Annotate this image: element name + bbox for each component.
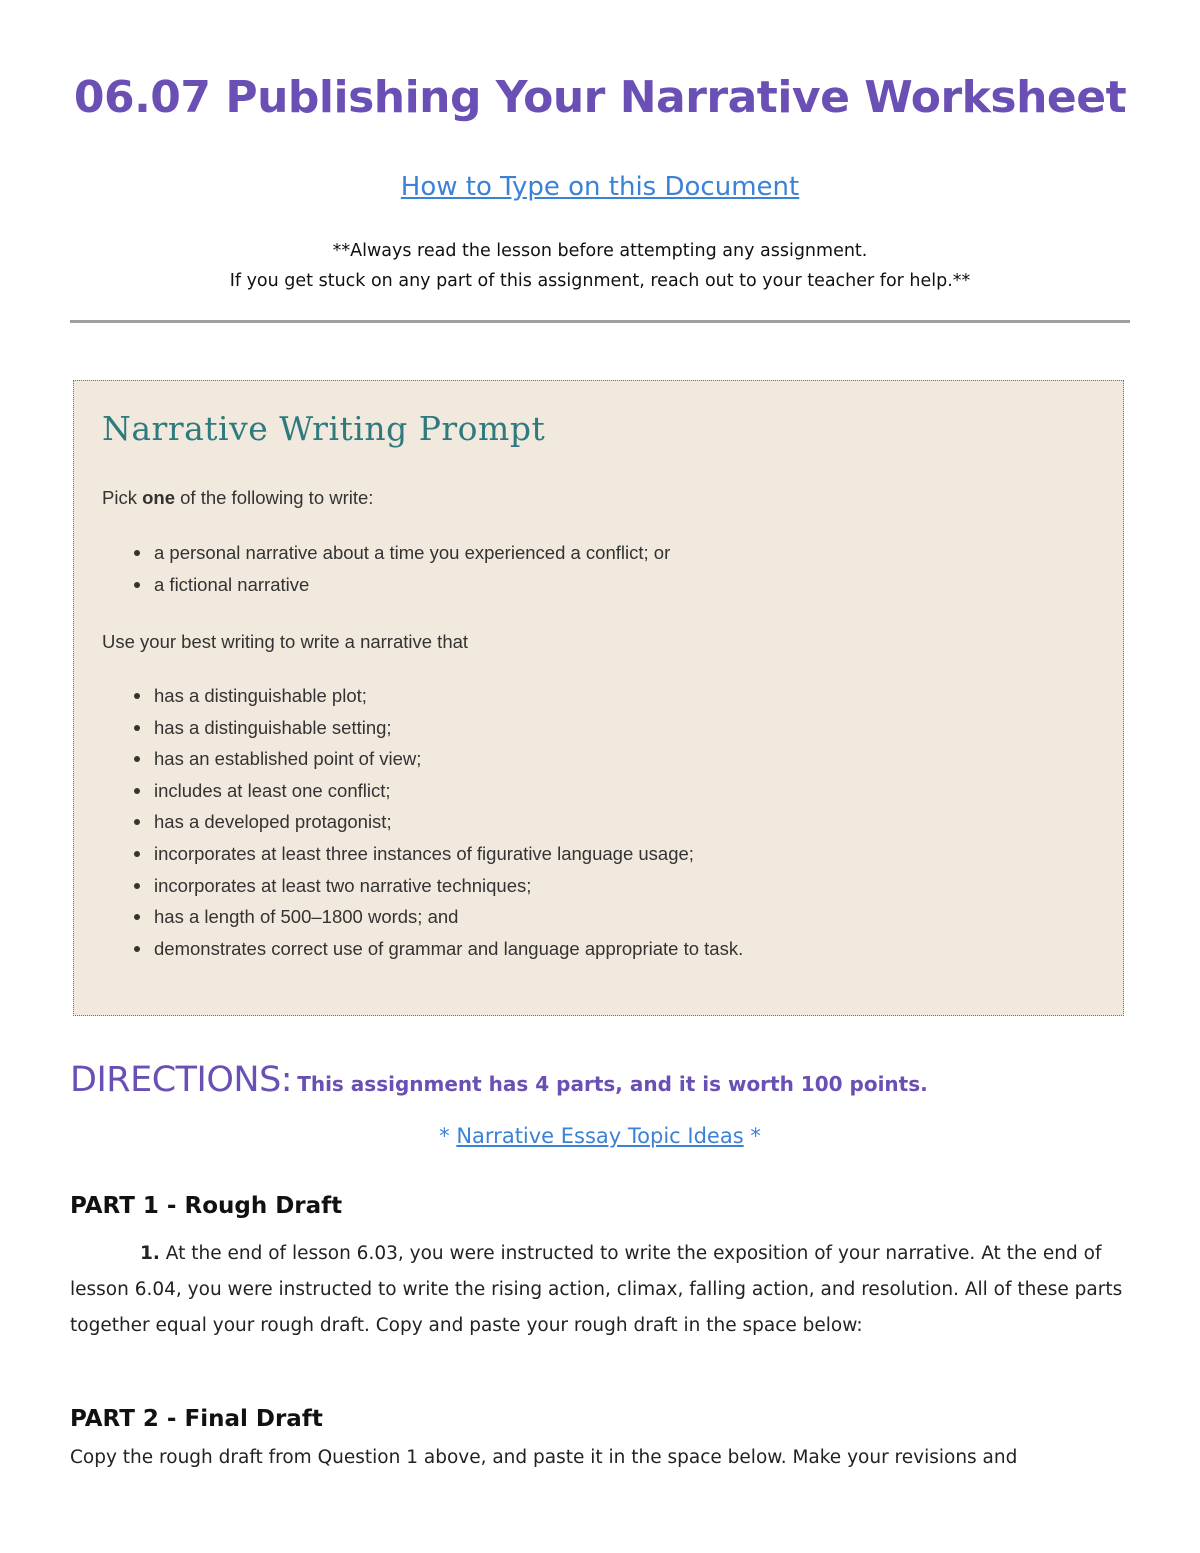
pick-instruction bbox=[102, 487, 373, 509]
how-to-type-link[interactable]: How to Type on this Document bbox=[400, 172, 800, 202]
directions-heading bbox=[70, 1060, 928, 1100]
directions-label: DIRECTIONS: bbox=[70, 1060, 293, 1100]
topic-ideas-line bbox=[0, 1124, 1200, 1148]
lesson-note-line-2: If you get stuck on any part of this assignment, reach out to your teacher for help.** bbox=[229, 271, 971, 291]
horizontal-divider bbox=[70, 320, 1130, 323]
pick-emphasis: one bbox=[142, 487, 175, 508]
lesson-note-line-1: **Always read the lesson before attempting any assignment. bbox=[332, 241, 868, 261]
part2-instructions: Copy the rough draft from Question 1 above, and paste it in the space below. Make your revisions and bbox=[70, 1447, 1018, 1468]
list-item: demonstrates correct use of grammar and language appropriate to task. bbox=[102, 933, 743, 965]
page-title: 06.07 Publishing Your Narrative Worksheet bbox=[73, 72, 1127, 123]
list-item: includes at least one conflict; bbox=[102, 775, 743, 807]
lesson-note bbox=[0, 236, 1200, 296]
writing-prompt-box bbox=[73, 380, 1124, 1016]
topic-star-right: * bbox=[743, 1124, 761, 1148]
prompt-title: Narrative Writing Prompt bbox=[102, 409, 546, 448]
directions-text: This assignment has 4 parts, and it is worth 100 points. bbox=[297, 1072, 928, 1096]
list-item: a fictional narrative bbox=[102, 569, 670, 601]
list-item: has a distinguishable setting; bbox=[102, 712, 743, 744]
list-item: has a length of 500–1800 words; and bbox=[102, 901, 743, 933]
part1-question bbox=[70, 1236, 1130, 1344]
list-item: a personal narrative about a time you experienced a conflict; or bbox=[102, 537, 670, 569]
use-instruction: Use your best writing to write a narrative that bbox=[102, 631, 469, 652]
list-item: has an established point of view; bbox=[102, 743, 743, 775]
part1-question-text: At the end of lesson 6.03, you were instructed to write the exposition of your narrative. At the end of lesson 6.04, you were instructed to write the rising action, climax, falling action, and resolution. All of these parts together equal your rough draft. Copy and paste your rough draft in the space below: bbox=[70, 1243, 1123, 1336]
part2-heading: PART 2 - Final Draft bbox=[70, 1406, 323, 1432]
narrative-choice-list bbox=[102, 537, 670, 600]
list-item: incorporates at least two narrative techniques; bbox=[102, 870, 743, 902]
topic-star-left: * bbox=[439, 1124, 457, 1148]
list-item: incorporates at least three instances of figurative language usage; bbox=[102, 838, 743, 870]
list-item: has a developed protagonist; bbox=[102, 806, 743, 838]
pick-suffix: of the following to write: bbox=[174, 487, 374, 508]
requirements-list bbox=[102, 680, 743, 964]
pick-prefix: Pick bbox=[102, 487, 143, 508]
question-number: 1. bbox=[140, 1243, 160, 1264]
topic-ideas-link[interactable]: Narrative Essay Topic Ideas bbox=[456, 1124, 744, 1148]
how-to-type-link-wrapper bbox=[0, 172, 1200, 202]
part1-heading: PART 1 - Rough Draft bbox=[70, 1193, 343, 1219]
list-item: has a distinguishable plot; bbox=[102, 680, 743, 712]
